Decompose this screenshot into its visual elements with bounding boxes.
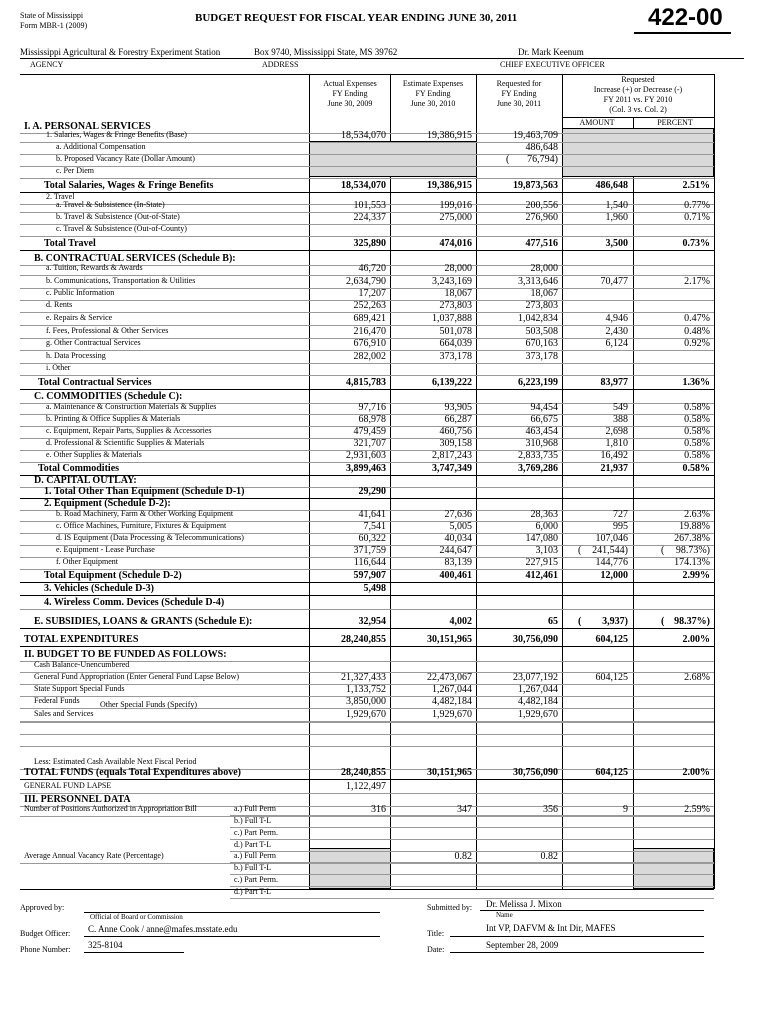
estimate-2010-value: 27,636: [444, 509, 472, 520]
column-divider: [390, 74, 391, 889]
actual-2009-value: 17,207: [358, 288, 386, 299]
row-rule: [20, 779, 714, 780]
change-percent-value: 0.73%: [682, 238, 710, 249]
requested-2011-value: 23,077,192: [513, 672, 558, 683]
actual-2009-value: 116,644: [353, 557, 386, 568]
position-type-label: a.) Full Perm: [234, 851, 276, 860]
requested-2011-value: 3,313,646: [518, 276, 558, 287]
row-label: f. Other Equipment: [56, 557, 118, 566]
row-label: e. Repairs & Service: [46, 313, 113, 322]
estimate-2010-value: 30,151,965: [427, 634, 472, 645]
column-divider: [476, 74, 477, 889]
change-percent-value: 98.37%): [674, 616, 710, 627]
row-rule: [20, 375, 714, 376]
row-rule: [230, 827, 714, 828]
change-amount-value: 6,124: [605, 338, 628, 349]
requested-2011-value: 200,556: [525, 200, 558, 211]
change-percent-value: 0.58%: [684, 414, 710, 425]
change-percent-value: 174.13%: [674, 557, 710, 568]
row-label: d. IS Equipment (Data Processing & Telecommunications): [56, 533, 244, 542]
position-type-label: a.) Full Perm: [234, 804, 276, 813]
change-percent-value: 2.00%: [682, 767, 710, 778]
actual-2009-value: 68,978: [358, 414, 386, 425]
change-amount-value: 995: [613, 521, 628, 532]
estimate-2010-value: 28,000: [444, 263, 472, 274]
change-percent-value: 2.51%: [682, 180, 710, 191]
row-label: c. Office Machines, Furniture, Fixtures & Equipment: [56, 521, 227, 530]
estimate-2010-value: 474,016: [439, 238, 472, 249]
shaded-cell: [309, 141, 477, 177]
state-name: State of Mississippi: [20, 11, 84, 20]
row-rule: [230, 815, 714, 816]
approved-by-label: Approved by:: [20, 903, 65, 912]
actual-2009-value: 316: [371, 804, 386, 815]
change-percent-value: 0.48%: [684, 326, 710, 337]
row-label: GENERAL FUND LAPSE: [24, 781, 112, 790]
requested-2011-value: 0.82: [540, 851, 558, 862]
address-label: ADDRESS: [262, 60, 299, 69]
row-label: Total Contractual Services: [38, 377, 152, 388]
change-percent-value: 0.92%: [684, 338, 710, 349]
row-rule: [230, 862, 714, 863]
change-amount-value: 9: [623, 804, 628, 815]
requested-2011-value: 3,769,286: [518, 463, 558, 474]
column-divider: [309, 74, 310, 889]
estimate-2010-value: 30,151,965: [427, 767, 472, 778]
change-percent-value: 2.99%: [682, 570, 710, 581]
requested-2011-value: 276,960: [525, 212, 558, 223]
actual-2009-value: 676,910: [353, 338, 386, 349]
other-special-funds-label: Other Special Funds (Specify): [100, 700, 198, 709]
row-label: b. Communications, Transportation & Utilities: [46, 276, 196, 285]
estimate-2010-value: 309,158: [439, 438, 472, 449]
actual-2009-value: 5,498: [363, 583, 386, 594]
name-label: Name: [496, 911, 513, 919]
estimate-2010-value: 83,139: [444, 557, 472, 568]
row-rule: [20, 389, 714, 390]
actual-2009-value: 224,337: [353, 212, 386, 223]
row-rule: [20, 628, 714, 629]
position-type-label: d.) Part T-L: [234, 887, 272, 896]
change-percent-value: 0.58%: [684, 450, 710, 461]
position-type-label: c.) Part Perm.: [234, 828, 278, 837]
change-percent-value: 2.63%: [684, 509, 710, 520]
row-label: i. Other: [46, 363, 71, 372]
row-label: I. A. PERSONAL SERVICES: [24, 121, 151, 132]
row-rule: [20, 178, 714, 179]
requested-2011-value: 6,223,199: [518, 377, 558, 388]
row-label: b. Travel & Subsistence (Out-of-State): [56, 212, 180, 221]
row-rule: [20, 363, 714, 364]
requested-2011-value: 356: [543, 804, 558, 815]
row-label: c. Equipment, Repair Parts, Supplies & Accessories: [46, 426, 212, 435]
row-label: 2. Travel: [46, 192, 75, 201]
estimate-2010-value: 6,139,222: [432, 377, 472, 388]
requested-2011-value: 76,794): [527, 154, 558, 165]
change-amount-value: 16,492: [600, 450, 628, 461]
change-amount-value: 2,698: [605, 426, 628, 437]
change-amount-value: 486,648: [595, 180, 628, 191]
change-percent-value: 0.58%: [682, 463, 710, 474]
row-rule: [230, 898, 714, 899]
row-label: a. Maintenance & Construction Materials & Supplies: [46, 402, 217, 411]
row-rule: [20, 595, 714, 596]
actual-2009-value: 252,263: [353, 300, 386, 311]
estimate-2010-value: 664,039: [439, 338, 472, 349]
row-label: b. Proposed Vacancy Rate (Dollar Amount): [56, 154, 195, 163]
ceo-name: Dr. Mark Keenum: [518, 47, 584, 57]
actual-2009-value: 21,327,433: [341, 672, 386, 683]
phone-label: Phone Number:: [20, 945, 71, 954]
estimate-2010-value: 18,067: [444, 288, 472, 299]
row-rule: [20, 250, 714, 251]
actual-2009-value: 18,534,070: [341, 180, 386, 191]
change-percent-value: 2.68%: [684, 672, 710, 683]
row-label: 1. Total Other Than Equipment (Schedule D-1): [44, 486, 245, 497]
position-type-label: c.) Part Perm.: [234, 875, 278, 884]
estimate-2010-value: 275,000: [439, 212, 472, 223]
row-rule: [20, 192, 714, 193]
title-label: Title:: [427, 929, 445, 938]
change-percent-value: 267.38%: [674, 533, 710, 544]
estimate-2010-value: 19,386,915: [427, 130, 472, 141]
change-amount-value: 604,125: [595, 767, 628, 778]
actual-2009-value: 101,553: [353, 200, 386, 211]
requested-2011-value: 1,929,670: [518, 709, 558, 720]
row-rule: [20, 166, 714, 167]
change-amount-value: 83,977: [600, 377, 628, 388]
requested-2011-value: 28,000: [530, 263, 558, 274]
negative-paren: (: [578, 545, 582, 556]
requested-2011-value: 227,915: [525, 557, 558, 568]
table-top-rule: [20, 74, 714, 75]
estimate-2010-value: 3,747,349: [432, 463, 472, 474]
shaded-cell: [633, 848, 714, 889]
actual-2009-value: 46,720: [358, 263, 386, 274]
change-percent-value: 1.36%: [682, 377, 710, 388]
row-label: Total Commodities: [38, 463, 120, 474]
estimate-2010-value: 22,473,067: [427, 672, 472, 683]
change-amount-value: 3,500: [605, 238, 628, 249]
requested-2011-value: 19,463,709: [513, 130, 558, 141]
negative-paren: (: [661, 545, 665, 556]
column-divider: [714, 74, 715, 889]
change-percent-value: 0.58%: [684, 426, 710, 437]
requested-2011-value: 670,163: [525, 338, 558, 349]
row-rule: [20, 646, 714, 647]
estimate-2010-value: 2,817,243: [432, 450, 472, 461]
row-label: E. SUBSIDIES, LOANS & GRANTS (Schedule E):: [34, 616, 253, 627]
row-label: D. CAPITAL OUTLAY:: [34, 475, 137, 486]
actual-2009-value: 216,470: [353, 326, 386, 337]
official-label: Official of Board or Commission: [90, 913, 183, 921]
actual-2009-value: 1,929,670: [346, 709, 386, 720]
actual-2009-value: 2,634,790: [346, 276, 386, 287]
requested-2011-value: 6,000: [535, 521, 558, 532]
negative-paren: (: [661, 616, 665, 627]
actual-2009-value: 28,240,855: [341, 767, 386, 778]
row-label: Average Annual Vacancy Rate (Percentage): [24, 851, 164, 860]
row-label: III. PERSONNEL DATA: [24, 794, 131, 805]
row-label: Total Equipment (Schedule D-2): [44, 570, 182, 581]
row-rule: [230, 874, 714, 875]
row-rule: [20, 863, 714, 864]
page-title: BUDGET REQUEST FOR FISCAL YEAR ENDING JUNE 30, 2011: [195, 12, 518, 24]
shaded-cell: [309, 848, 391, 889]
date-value: September 28, 2009: [486, 940, 559, 950]
requested-2011-value: 477,516: [525, 238, 558, 249]
change-percent-value: 2.17%: [684, 276, 710, 287]
requested-2011-value: 503,508: [525, 326, 558, 337]
change-amount-value: 241,544): [592, 545, 628, 556]
actual-2009-value: 7,541: [363, 521, 386, 532]
change-percent-value: 98.73%): [675, 545, 710, 556]
row-label: State Support Special Funds: [34, 684, 125, 693]
actual-2009-value: 689,421: [353, 313, 386, 324]
change-amount-value: 2,430: [605, 326, 628, 337]
row-label: Total Travel: [44, 238, 96, 249]
signature-line: [450, 936, 704, 937]
change-amount-value: 388: [613, 414, 628, 425]
row-label: a. Travel & Subsistence (In-State): [56, 200, 165, 209]
estimate-2010-value: 3,243,169: [432, 276, 472, 287]
row-label: d. Professional & Scientific Supplies & Materials: [46, 438, 205, 447]
requested-2011-value: 1,042,834: [518, 313, 558, 324]
agency-label: AGENCY: [30, 60, 64, 69]
estimate-2010-value: 1,929,670: [432, 709, 472, 720]
change-amount-value: 727: [613, 509, 628, 520]
actual-2009-value: 32,954: [358, 616, 386, 627]
estimate-2010-value: 1,267,044: [432, 684, 472, 695]
change-amount-value: 1,810: [605, 438, 628, 449]
row-rule: [20, 734, 714, 735]
actual-2009-value: 282,002: [353, 351, 386, 362]
estimate-2010-value: 373,178: [439, 351, 472, 362]
requested-2011-value: 2,833,735: [518, 450, 558, 461]
percent-header: PERCENT: [657, 118, 693, 127]
actual-2009-value: 29,290: [358, 486, 386, 497]
row-label: Federal Funds: [34, 696, 80, 705]
estimate-2010-value: 66,287: [444, 414, 472, 425]
estimate-2010-value: 244,647: [439, 545, 472, 556]
change-percent-value: 19.88%: [679, 521, 710, 532]
row-rule: [230, 851, 714, 852]
phone-value: 325-8104: [88, 940, 123, 950]
signature-line: [480, 910, 704, 911]
change-amount-value: 549: [613, 402, 628, 413]
row-label: d. Rents: [46, 300, 73, 309]
position-type-label: b.) Full T-L: [234, 816, 272, 825]
change-amount-value: 12,000: [600, 570, 628, 581]
requested-2011-value: 486,648: [525, 142, 558, 153]
estimate-2010-value: 199,016: [439, 200, 472, 211]
actual-2009-value: 97,716: [358, 402, 386, 413]
requested-2011-value: 28,363: [530, 509, 558, 520]
requested-2011-value: 18,067: [530, 288, 558, 299]
requested-2011-value: 30,756,090: [513, 634, 558, 645]
row-rule: [20, 816, 714, 817]
title-value: Int VP, DAFVM & Int Dir, MAFES: [486, 923, 616, 933]
ceo-label: CHIEF EXECUTIVE OFFICER: [500, 60, 605, 69]
table-bottom-rule: [20, 889, 714, 890]
row-label: Number of Positions Authorized in Appropriation Bill: [24, 804, 197, 813]
change-percent-value: 2.00%: [682, 634, 710, 645]
requested-2011-value: 147,080: [525, 533, 558, 544]
change-amount-value: 604,125: [595, 634, 628, 645]
requested-2011-value: 4,482,184: [518, 696, 558, 707]
row-rule: [20, 236, 714, 237]
row-label: a. Tuition, Rewards & Awards: [46, 263, 143, 272]
row-label: Cash Balance-Unencumbered: [34, 660, 130, 669]
row-label: II. BUDGET TO BE FUNDED AS FOLLOWS:: [24, 649, 227, 660]
negative-paren: (: [578, 616, 582, 627]
row-label: 3. Vehicles (Schedule D-3): [44, 583, 154, 594]
change-percent-value: 0.71%: [684, 212, 710, 223]
actual-2009-value: 3,850,000: [346, 696, 386, 707]
estimate-2010-value: 400,461: [439, 570, 472, 581]
actual-2009-value: 18,534,070: [341, 130, 386, 141]
row-label: TOTAL FUNDS (equals Total Expenditures above): [24, 767, 241, 778]
row-label: f. Fees, Professional & Other Services: [46, 326, 169, 335]
budget-officer-label: Budget Officer:: [20, 929, 71, 938]
row-label: a. Additional Compensation: [56, 142, 146, 151]
change-amount-value: 144,776: [595, 557, 628, 568]
agency-name: Mississippi Agricultural & Forestry Experiment Station: [20, 47, 221, 57]
requested-2011-value: 373,178: [525, 351, 558, 362]
estimate-2010-value: 347: [457, 804, 472, 815]
position-type-label: b.) Full T-L: [234, 863, 272, 872]
actual-2009-value: 325,890: [353, 238, 386, 249]
actual-2009-value: 597,907: [353, 570, 386, 581]
change-percent-value: 0.58%: [684, 438, 710, 449]
actual-2009-value: 3,899,463: [346, 463, 386, 474]
budget-officer-value: C. Anne Cook / anne@mafes.msstate.edu: [88, 924, 238, 934]
row-rule: [230, 839, 714, 840]
estimate-2010-value: 460,756: [439, 426, 472, 437]
requested-2011-value: 1,267,044: [518, 684, 558, 695]
row-label: Less: Estimated Cash Available Next Fiscal Period: [34, 757, 197, 766]
row-label: e. Other Supplies & Materials: [46, 450, 142, 459]
change-amount-value: 3,937): [602, 616, 628, 627]
requested-2011-value: 463,454: [525, 426, 558, 437]
requested-2011-value: 3,103: [535, 545, 558, 556]
signature-line: [84, 952, 184, 953]
change-amount-value: 4,946: [605, 313, 628, 324]
row-rule: [230, 886, 714, 887]
change-percent-value: 0.77%: [684, 200, 710, 211]
row-label: Sales and Services: [34, 709, 94, 718]
row-label: e. Equipment - Lease Purchase: [56, 545, 155, 554]
row-rule: [20, 609, 714, 610]
estimate-2010-value: 19,386,915: [427, 180, 472, 191]
form-id: Form MBR-1 (2009): [20, 21, 88, 30]
amount-header: AMOUNT: [579, 118, 615, 127]
estimate-2010-value: 0.82: [454, 851, 472, 862]
change-amount-value: 1,960: [605, 212, 628, 223]
row-label: b. Road Machinery, Farm & Other Working Equipment: [56, 509, 234, 518]
row-label: Total Salaries, Wages & Fringe Benefits: [44, 180, 214, 191]
estimate-2010-value: 1,037,888: [432, 313, 472, 324]
requested-2011-value: 66,675: [530, 414, 558, 425]
row-label: TOTAL EXPENDITURES: [24, 634, 139, 645]
signature-line: [84, 936, 380, 937]
actual-2009-value: 479,459: [353, 426, 386, 437]
estimate-2010-value: 273,803: [439, 300, 472, 311]
actual-2009-value: 28,240,855: [341, 634, 386, 645]
row-label: c. Per Diem: [56, 166, 94, 175]
row-label: 1. Salaries, Wages & Fringe Benefits (Base): [46, 130, 187, 139]
position-type-label: d.) Part T-L: [234, 840, 272, 849]
column-divider: [562, 74, 563, 889]
requested-2011-value: 65: [548, 616, 558, 627]
estimate-2010-value: 5,005: [449, 521, 472, 532]
change-amount-value: 107,046: [595, 533, 628, 544]
row-rule: [20, 722, 714, 723]
row-label: 2. Equipment (Schedule D-2):: [44, 498, 171, 509]
header-rule: [20, 58, 744, 59]
requested-2011-value: 94,454: [530, 402, 558, 413]
requested-2011-value: 19,873,563: [513, 180, 558, 191]
change-percent-value: 2.59%: [684, 804, 710, 815]
change-amount-value: 21,937: [600, 463, 628, 474]
change-percent-value: 0.58%: [684, 402, 710, 413]
change-amount-value: 604,125: [595, 672, 628, 683]
submitted-by-value: Dr. Melissa J. Mixon: [486, 899, 562, 909]
row-rule: [20, 746, 714, 747]
agency-address: Box 9740, Mississippi State, MS 39762: [254, 47, 398, 57]
signature-line: [450, 952, 704, 953]
row-label: b. Printing & Office Supplies & Materials: [46, 414, 181, 423]
estimate-2010-value: 40,034: [444, 533, 472, 544]
date-label: Date:: [427, 945, 445, 954]
requested-2011-value: 273,803: [525, 300, 558, 311]
row-label: c. Travel & Subsistence (Out-of-County): [56, 224, 187, 233]
requested-2011-value: 412,461: [525, 570, 558, 581]
row-label: C. COMMODITIES (Schedule C):: [34, 391, 183, 402]
requested-2011-value: 310,968: [525, 438, 558, 449]
row-label: 4. Wireless Comm. Devices (Schedule D-4): [44, 597, 225, 608]
negative-paren: (: [506, 154, 510, 165]
change-amount-value: 70,477: [600, 276, 628, 287]
change-percent-value: 0.47%: [684, 313, 710, 324]
estimate-2010-value: 4,482,184: [432, 696, 472, 707]
submitted-by-label: Submitted by:: [427, 903, 473, 912]
row-label: c. Public Information: [46, 288, 115, 297]
estimate-2010-value: 93,905: [444, 402, 472, 413]
shaded-cell: [562, 128, 714, 177]
actual-2009-value: 1,133,752: [346, 684, 386, 695]
row-label: g. Other Contractual Services: [46, 338, 141, 347]
row-label: B. CONTRACTUAL SERVICES (Schedule B):: [34, 253, 236, 264]
row-label: h. Data Processing: [46, 351, 106, 360]
actual-2009-value: 4,815,783: [346, 377, 386, 388]
column-divider: [633, 117, 634, 889]
row-label: General Fund Appropriation (Enter General Fund Lapse Below): [34, 672, 240, 681]
change-amount-value: 1,540: [605, 200, 628, 211]
column-header-rule: [562, 117, 714, 118]
estimate-2010-value: 501,078: [439, 326, 472, 337]
actual-2009-value: 371,759: [353, 545, 386, 556]
actual-2009-value: 2,931,603: [346, 450, 386, 461]
actual-2009-value: 60,322: [358, 533, 386, 544]
actual-2009-value: 1,122,497: [346, 781, 386, 792]
estimate-2010-value: 4,002: [449, 616, 472, 627]
form-number: 422-00: [634, 4, 731, 34]
actual-2009-value: 321,707: [353, 438, 386, 449]
actual-2009-value: 41,641: [358, 509, 386, 520]
requested-2011-value: 30,756,090: [513, 767, 558, 778]
